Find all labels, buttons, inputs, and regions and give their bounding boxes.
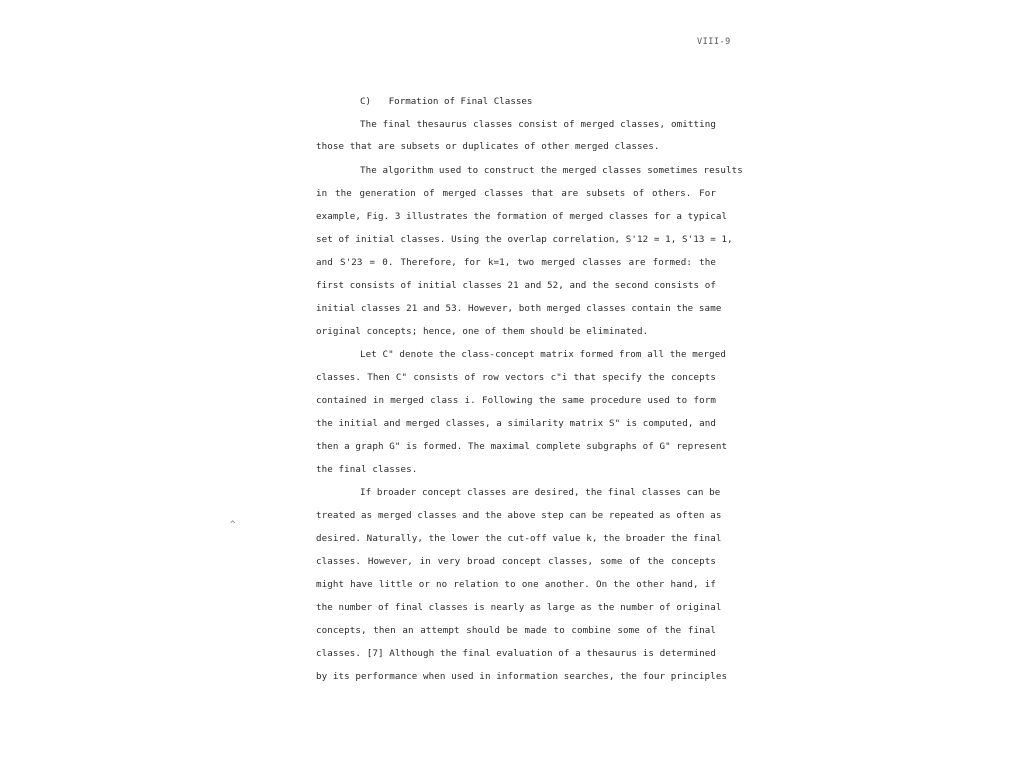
paragraph-4-line-5: might have little or no relation to one another. On the other hand, if [316, 579, 716, 590]
section-title: Formation of Final Classes [388, 96, 533, 107]
paragraph-1-line-1: The final thesaurus classes consist of merged classes, omitting [360, 119, 716, 130]
section-label: C) [360, 96, 372, 107]
paragraph-2-line-1: The algorithm used to construct the merged classes sometimes results [360, 165, 743, 176]
paragraph-1-line-2: those that are subsets or duplicates of other merged classes. [316, 141, 660, 152]
page-number: VIII-9 [697, 37, 731, 47]
paragraph-3-line-4: the initial and merged classes, a similarity matrix S" is computed, and [316, 418, 716, 429]
paragraph-4-line-3: desired. Naturally, the lower the cut-off value k, the broader the final [316, 533, 722, 544]
paragraph-4-line-4: classes. However, in very broad concept classes, some of the concepts [316, 556, 716, 567]
paragraph-4-line-9: by its performance when used in information searches, the four principles [316, 671, 728, 682]
paragraph-3-line-2: classes. Then C" consists of row vectors c"i that specify the concepts [316, 372, 716, 383]
paragraph-2-line-7: initial classes 21 and 53. However, both merged classes contain the same [316, 303, 722, 314]
paragraph-4-line-8: classes. [7] Although the final evaluation of a thesaurus is determined [316, 648, 716, 659]
paragraph-3-line-5: then a graph G" is formed. The maximal complete subgraphs of G" represent [316, 441, 728, 452]
paragraph-2-line-5: and S'23 = 0. Therefore, for k=1, two merged classes are formed: the [316, 257, 716, 268]
paragraph-2-line-3: example, Fig. 3 illustrates the formation of merged classes for a typical [316, 211, 728, 222]
paragraph-2-line-2: in the generation of merged classes that are subsets of others. For [316, 188, 716, 199]
paragraph-3-line-1: Let C" denote the class-concept matrix formed from all the merged [360, 349, 727, 360]
stray-caret-mark: ^ [230, 520, 236, 530]
section-heading [360, 96, 532, 108]
paragraph-4-line-6: the number of final classes is nearly as large as the number of original [316, 602, 722, 613]
paragraph-4-line-2: treated as merged classes and the above step can be repeated as often as [316, 510, 722, 521]
paragraph-2-line-8: original concepts; hence, one of them should be eliminated. [316, 326, 649, 337]
paragraph-2-line-4: set of initial classes. Using the overlap correlation, S'12 = 1, S'13 = 1, [316, 234, 733, 245]
paragraph-3-line-3: contained in merged class i. Following the same procedure used to form [316, 395, 716, 406]
paragraph-4-line-1: If broader concept classes are desired, the final classes can be [360, 487, 721, 498]
paragraph-2-line-6: first consists of initial classes 21 and 52, and the second consists of [316, 280, 716, 291]
paragraph-3-line-6: the final classes. [316, 464, 418, 475]
paragraph-4-line-7: concepts, then an attempt should be made to combine some of the final [316, 625, 716, 636]
